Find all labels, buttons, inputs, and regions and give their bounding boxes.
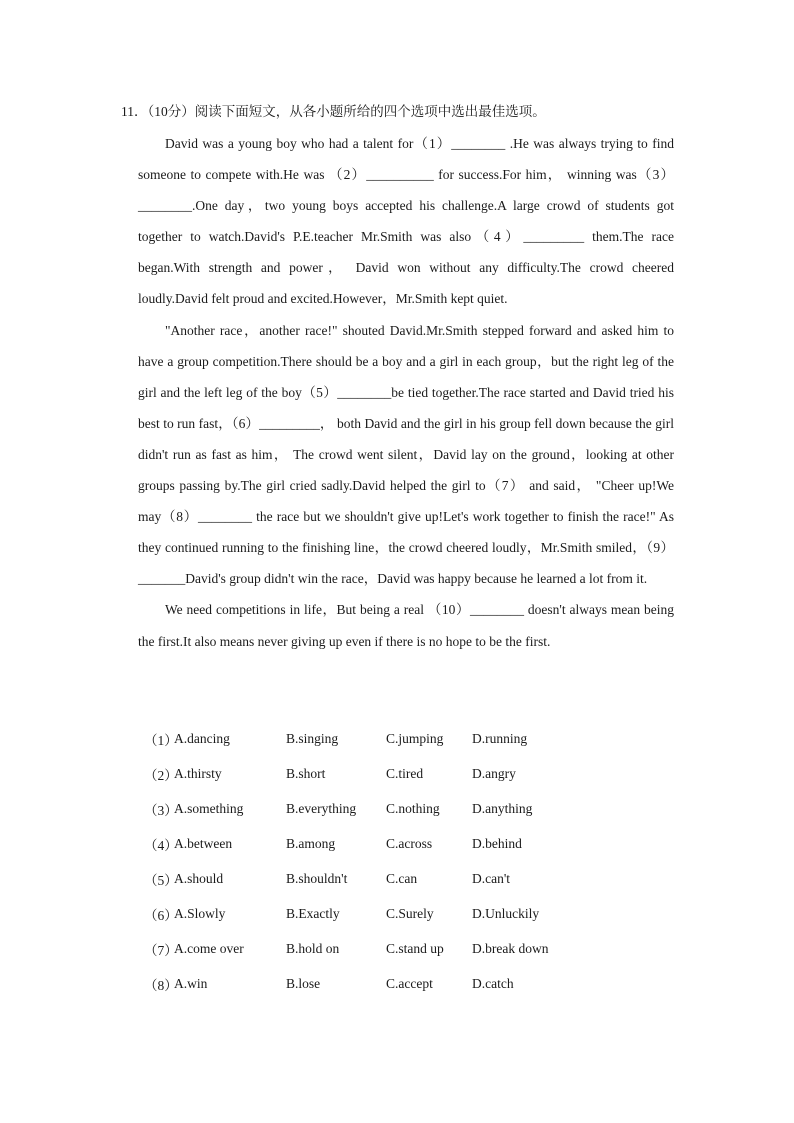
option-d: D.can't bbox=[472, 870, 511, 886]
option-d: D.Unluckily bbox=[472, 906, 540, 922]
option-d: D.angry bbox=[472, 765, 516, 781]
option-row-7 bbox=[144, 932, 644, 967]
option-a: A.win bbox=[174, 976, 208, 992]
option-d: D.break down bbox=[472, 941, 549, 957]
option-a: A.come over bbox=[174, 941, 244, 957]
option-b: B.singing bbox=[286, 730, 339, 746]
option-row-1 bbox=[144, 721, 644, 756]
option-c: C.can bbox=[386, 870, 418, 886]
option-b: B.hold on bbox=[286, 941, 340, 957]
question-number: （6） bbox=[144, 908, 178, 924]
option-a: A.should bbox=[174, 870, 224, 886]
option-a: A.something bbox=[174, 800, 244, 816]
question-number: （2） bbox=[144, 767, 178, 783]
question-number: （3） bbox=[144, 802, 178, 818]
passage-paragraph-2: "Another race，another race!" shouted David.Mr.Smith stepped forward and asked him to have a group competition.There should be a boy and a girl in each group，but the right leg of the girl and the left leg of the boy（5）________be tied together.The race started and David tried his best to run fast，（6）_________， both David and the girl in his group fell down because the girl didn't run as fast as him， The crowd went silent，David lay on the ground，looking at other groups passing by.The girl cried sadly.David helped the girl to（7） and said， "Cheer up!We may（8）________ the race but we shouldn't give up!Let's work together to finish the race!" As they continued running to the finishing line，the crowd cheered loudly，Mr.Smith smiled，（9）_______David's group didn't win the race，David was happy because he learned a lot from it. bbox=[138, 322, 674, 587]
question-number: （1） bbox=[144, 732, 178, 748]
question-number: （7） bbox=[144, 943, 178, 959]
passage-paragraph-3: We need competitions in life，But being a real （10）________ doesn't always mean being the first.It also means never giving up even if there is no hope to be the first. bbox=[138, 602, 674, 649]
option-c: C.jumping bbox=[386, 730, 444, 746]
option-row-8 bbox=[144, 967, 644, 1002]
option-a: A.dancing bbox=[174, 730, 230, 746]
option-c: C.nothing bbox=[386, 800, 440, 816]
option-b: B.among bbox=[286, 835, 336, 851]
option-row-3 bbox=[144, 791, 644, 826]
option-row-4 bbox=[144, 826, 644, 861]
option-d: D.anything bbox=[472, 800, 533, 816]
option-c: C.tired bbox=[386, 765, 424, 781]
option-row-2 bbox=[144, 756, 644, 791]
option-d: D.catch bbox=[472, 976, 514, 992]
option-b: B.everything bbox=[286, 800, 357, 816]
reading-passage bbox=[138, 128, 674, 657]
question-number: （4） bbox=[144, 837, 178, 853]
option-d: D.behind bbox=[472, 835, 522, 851]
option-d: D.running bbox=[472, 730, 528, 746]
question-number: （8） bbox=[144, 978, 178, 994]
option-b: B.shouldn't bbox=[286, 870, 348, 886]
option-a: A.thirsty bbox=[174, 765, 222, 781]
option-c: C.across bbox=[386, 835, 433, 851]
option-row-6 bbox=[144, 896, 644, 931]
passage-paragraph-1: David was a young boy who had a talent for（1）________ .He was always trying to find someone to compete with.He was （2）__________ for success.For him， winning was（3）________.One day，two young boys accepted his challenge.A large crowd of students got together to watch.David's P.E.teacher Mr.Smith was also（4）_________ them.The race began.With strength and power， David won without any difficulty.The crowd cheered loudly.David felt proud and excited.However，Mr.Smith kept quiet. bbox=[138, 136, 674, 307]
option-b: B.Exactly bbox=[286, 906, 340, 922]
option-a: A.between bbox=[174, 835, 233, 851]
option-c: C.accept bbox=[386, 976, 433, 992]
answer-options bbox=[144, 721, 644, 1002]
option-c: C.stand up bbox=[386, 941, 444, 957]
option-row-5 bbox=[144, 861, 644, 896]
question-number: （5） bbox=[144, 872, 178, 888]
option-c: C.Surely bbox=[386, 906, 434, 922]
option-a: A.Slowly bbox=[174, 906, 226, 922]
option-b: B.short bbox=[286, 765, 326, 781]
question-title: 11．（10分）阅读下面短文，从各小题所给的四个选项中选出最佳选项。 bbox=[121, 104, 546, 119]
option-b: B.lose bbox=[286, 976, 321, 992]
